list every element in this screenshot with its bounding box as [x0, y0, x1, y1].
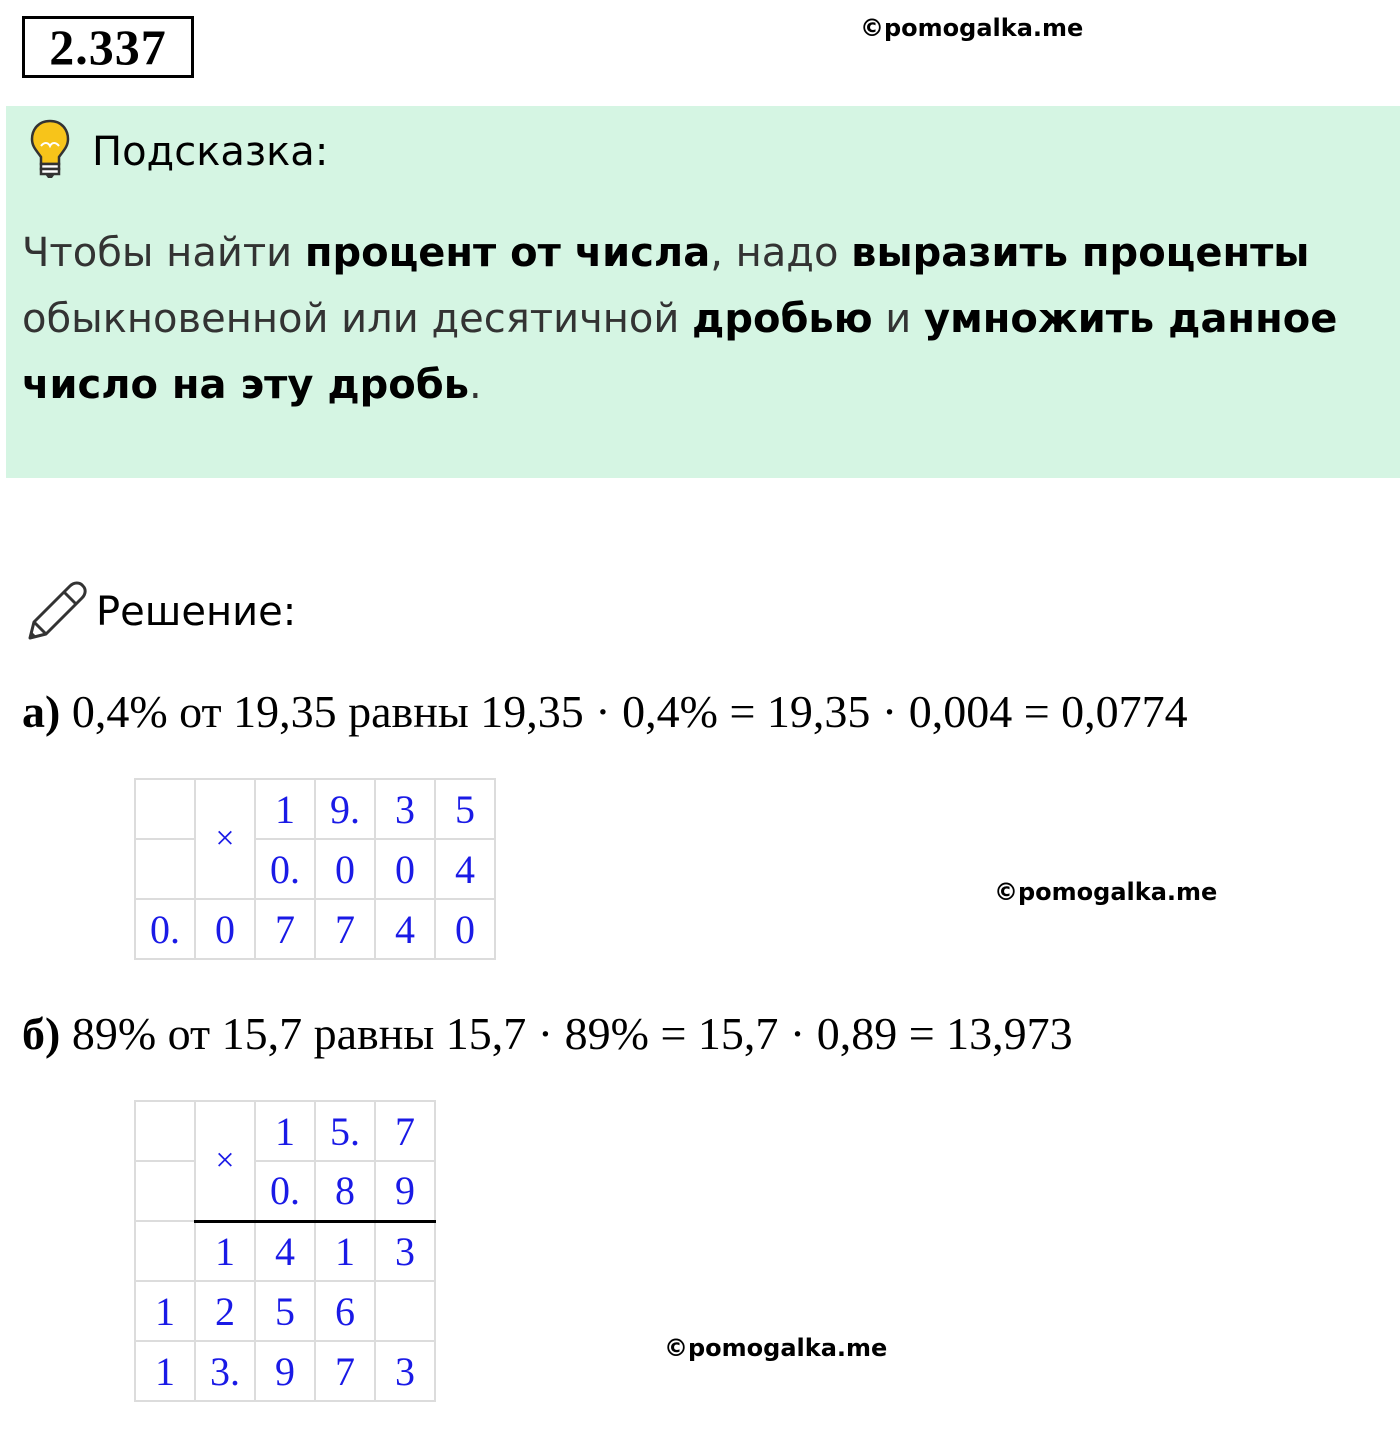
grid-cell: 0 — [315, 839, 375, 899]
hint-text — [22, 220, 1392, 418]
pencil-icon — [24, 578, 90, 644]
solution-part-a — [22, 684, 1188, 740]
part-b-text: 89% от 15,7 равны 15,7 · 89% = 15,7 · 0,89 = 13,973 — [60, 1008, 1073, 1059]
grid-cell: 1 — [315, 1221, 375, 1281]
hint-text-part: . — [469, 362, 482, 408]
grid-cell: 1 — [255, 779, 315, 839]
grid-cell: 1 — [135, 1281, 195, 1341]
hint-text-part: Чтобы найти — [22, 230, 305, 276]
grid-cell: 1 — [195, 1221, 255, 1281]
grid-cell — [135, 839, 195, 899]
grid-cell: × — [195, 1101, 255, 1221]
grid-cell — [135, 779, 195, 839]
grid-cell: 6 — [315, 1281, 375, 1341]
grid-cell: 4 — [375, 899, 435, 959]
grid-cell — [375, 1281, 435, 1341]
solution-part-b — [22, 1006, 1073, 1062]
part-a-text: 0,4% от 19,35 равны 19,35 · 0,4% = 19,35 · 0,004 = 0,0774 — [60, 686, 1188, 737]
multiplication-grid-a — [134, 778, 496, 960]
grid-cell: 4 — [435, 839, 495, 899]
hint-text-part: , надо — [710, 230, 852, 276]
grid-cell: 0. — [135, 899, 195, 959]
grid-cell: 0 — [375, 839, 435, 899]
watermark-bottom: ©pomogalka.me — [664, 1334, 888, 1362]
grid-cell: 0 — [435, 899, 495, 959]
hint-text-part: процент от числа — [304, 230, 711, 276]
hint-text-part: и — [872, 296, 925, 342]
hint-text-part: обыкновенной или десятичной — [22, 296, 693, 342]
grid-cell: 5 — [435, 779, 495, 839]
grid-cell: 7 — [375, 1101, 435, 1161]
grid-cell: 3 — [375, 779, 435, 839]
grid-cell: 8 — [315, 1161, 375, 1221]
grid-cell: 1 — [255, 1101, 315, 1161]
hint-text-part: выразить проценты — [851, 230, 1310, 276]
part-b-label: б) — [22, 1008, 61, 1059]
grid-cell — [135, 1221, 195, 1281]
multiplication-grid-b — [134, 1100, 436, 1402]
hint-text-part: умножить данное число на эту дробь — [22, 296, 1338, 408]
grid-cell: 1 — [135, 1341, 195, 1401]
watermark-top: ©pomogalka.me — [860, 14, 1084, 42]
hint-title: Подсказка: — [92, 129, 329, 175]
grid-cell: 0 — [195, 899, 255, 959]
grid-cell: 9 — [375, 1161, 435, 1221]
grid-cell: 0. — [255, 1161, 315, 1221]
grid-cell: 3. — [195, 1341, 255, 1401]
grid-cell: 9 — [255, 1341, 315, 1401]
grid-cell: 0. — [255, 839, 315, 899]
grid-cell — [135, 1101, 195, 1161]
grid-cell: 3 — [375, 1341, 435, 1401]
solution-title: Решение: — [96, 589, 297, 635]
grid-cell: 9. — [315, 779, 375, 839]
grid-cell: 7 — [255, 899, 315, 959]
grid-cell: 4 — [255, 1221, 315, 1281]
hint-text-part: дробью — [692, 296, 873, 342]
grid-cell: 7 — [315, 1341, 375, 1401]
grid-cell: 5 — [255, 1281, 315, 1341]
grid-cell: 3 — [375, 1221, 435, 1281]
problem-number: 2.337 — [22, 16, 194, 78]
grid-cell: 5. — [315, 1101, 375, 1161]
watermark-middle: ©pomogalka.me — [994, 878, 1218, 906]
grid-cell — [135, 1161, 195, 1221]
part-a-label: а) — [22, 686, 61, 737]
lightbulb-icon — [28, 118, 72, 180]
grid-cell: × — [195, 779, 255, 899]
grid-cell: 2 — [195, 1281, 255, 1341]
grid-cell: 7 — [315, 899, 375, 959]
